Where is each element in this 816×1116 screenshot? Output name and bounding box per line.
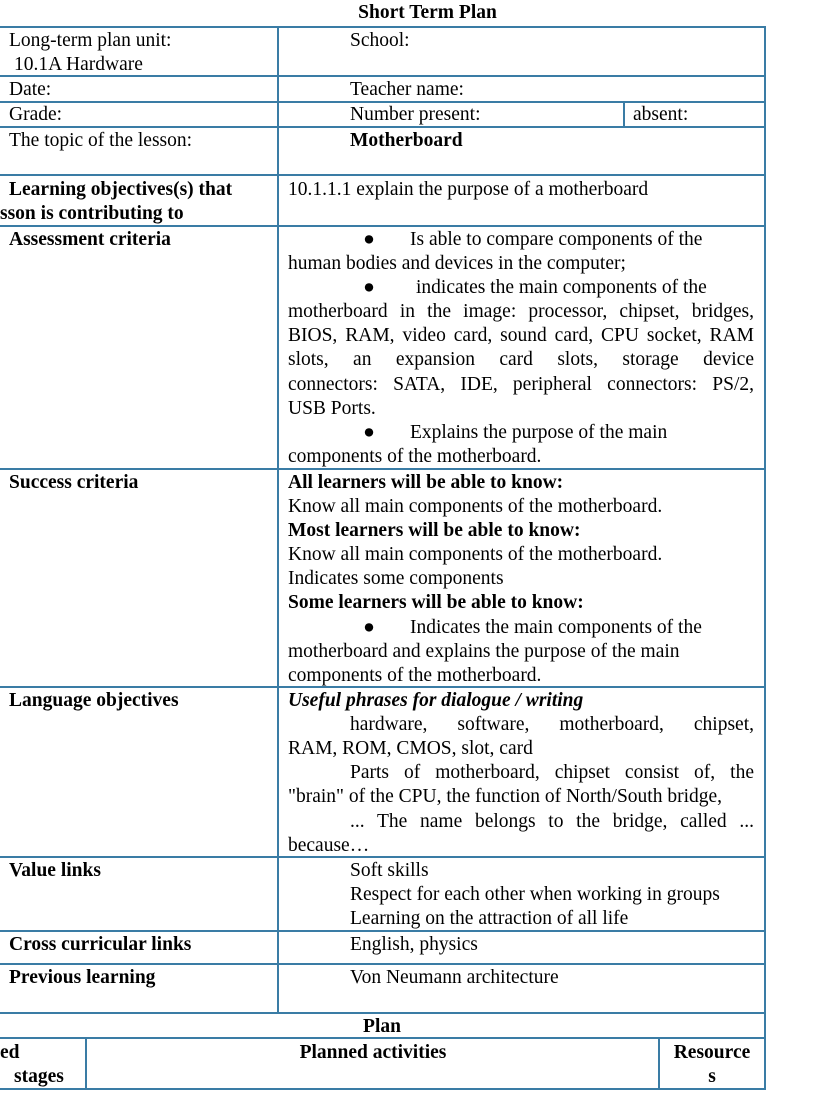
assessment-line: connectors: SATA, IDE, peripheral connectors: PS/2,: [288, 374, 754, 395]
assessment-bullet-2: ● indicates the main components of the: [288, 276, 707, 300]
bullet-icon: ●: [363, 617, 375, 638]
success-some-heading: Some learners will be able to know:: [288, 592, 584, 613]
bullet-icon: ●: [363, 422, 375, 443]
plan-col-resources-cont: s: [708, 1066, 716, 1087]
assessment-line: components of the motherboard.: [288, 446, 542, 467]
language-line: because…: [288, 835, 370, 856]
plan-col-stages-cont: stages: [14, 1066, 64, 1087]
cross-curricular-value: English, physics: [350, 934, 478, 955]
success-label: Success criteria: [9, 472, 139, 493]
topic-label: The topic of the lesson:: [9, 130, 193, 151]
success-some-line: components of the motherboard.: [288, 665, 542, 686]
date-label: Date:: [9, 79, 52, 100]
plan-col-resources: Resource: [673, 1042, 751, 1063]
assessment-line: BIOS, RAM, video card, sound card, CPU socket, RAM: [288, 325, 754, 346]
success-bullet: ● Indicates the main components of the: [288, 616, 702, 640]
value-links-label: Value links: [9, 860, 101, 881]
success-all-heading: All learners will be able to know:: [288, 472, 564, 493]
learning-objectives-label: Learning objectives(s) that: [9, 179, 233, 200]
grade-label: Grade:: [9, 104, 63, 125]
language-heading: Useful phrases for dialogue / writing: [288, 690, 584, 711]
assessment-line: human bodies and devices in the computer;: [288, 253, 626, 274]
language-line: RAM, ROM, CMOS, slot, card: [288, 738, 533, 759]
success-all-text: Know all main components of the motherboard.: [288, 496, 663, 517]
assessment-line: slots, an expansion card slots, storage device: [288, 349, 754, 370]
value-links-line: Learning on the attraction of all life: [350, 908, 629, 929]
assessment-bullet-1: ● Is able to compare components of the: [288, 228, 702, 252]
plan-heading: Plan: [363, 1016, 401, 1037]
assessment-label: Assessment criteria: [9, 229, 171, 250]
cross-curricular-label: Cross curricular links: [9, 934, 192, 955]
previous-learning-value: Von Neumann architecture: [350, 967, 559, 988]
absent-label: absent:: [633, 104, 689, 125]
success-most-heading: Most learners will be able to know:: [288, 520, 581, 541]
language-line: ... The name belongs to the bridge, called ...: [350, 811, 754, 832]
plan-col-activities: Planned activities: [299, 1042, 447, 1063]
value-links-line: Respect for each other when working in groups: [350, 884, 720, 905]
bullet-icon: ●: [363, 277, 375, 298]
language-line: "brain" of the CPU, the function of North/South bridge,: [288, 786, 723, 807]
number-present-label: Number present:: [350, 104, 481, 125]
school-label: School:: [350, 30, 410, 51]
bullet-icon: ●: [363, 229, 375, 250]
language-line: hardware, software, motherboard, chipset,: [350, 714, 754, 735]
assessment-bullet-3: ● Explains the purpose of the main: [288, 421, 667, 445]
language-line: Parts of motherboard, chipset consist of, the: [350, 762, 754, 783]
assessment-line: USB Ports.: [288, 398, 376, 419]
language-label: Language objectives: [9, 690, 179, 711]
success-some-line: motherboard and explains the purpose of the main: [288, 641, 680, 662]
learning-objectives-value: 10.1.1.1 explain the purpose of a motherboard: [288, 179, 649, 200]
value-links-line: Soft skills: [350, 860, 429, 881]
learning-objectives-label-cont: sson is contributing to: [0, 203, 184, 224]
page-title: Short Term Plan: [358, 2, 497, 23]
assessment-line: motherboard in the image: processor, chipset, bridges,: [288, 301, 754, 322]
previous-learning-label: Previous learning: [9, 967, 156, 988]
success-most-text-2: Indicates some components: [288, 568, 504, 589]
unit-value: 10.1A Hardware: [14, 54, 143, 75]
topic-value: Motherboard: [350, 130, 463, 151]
teacher-label: Teacher name:: [350, 79, 464, 100]
plan-col-stages: ed: [0, 1042, 20, 1063]
unit-label: Long-term plan unit:: [9, 30, 172, 51]
success-most-text: Know all main components of the motherboard.: [288, 544, 663, 565]
